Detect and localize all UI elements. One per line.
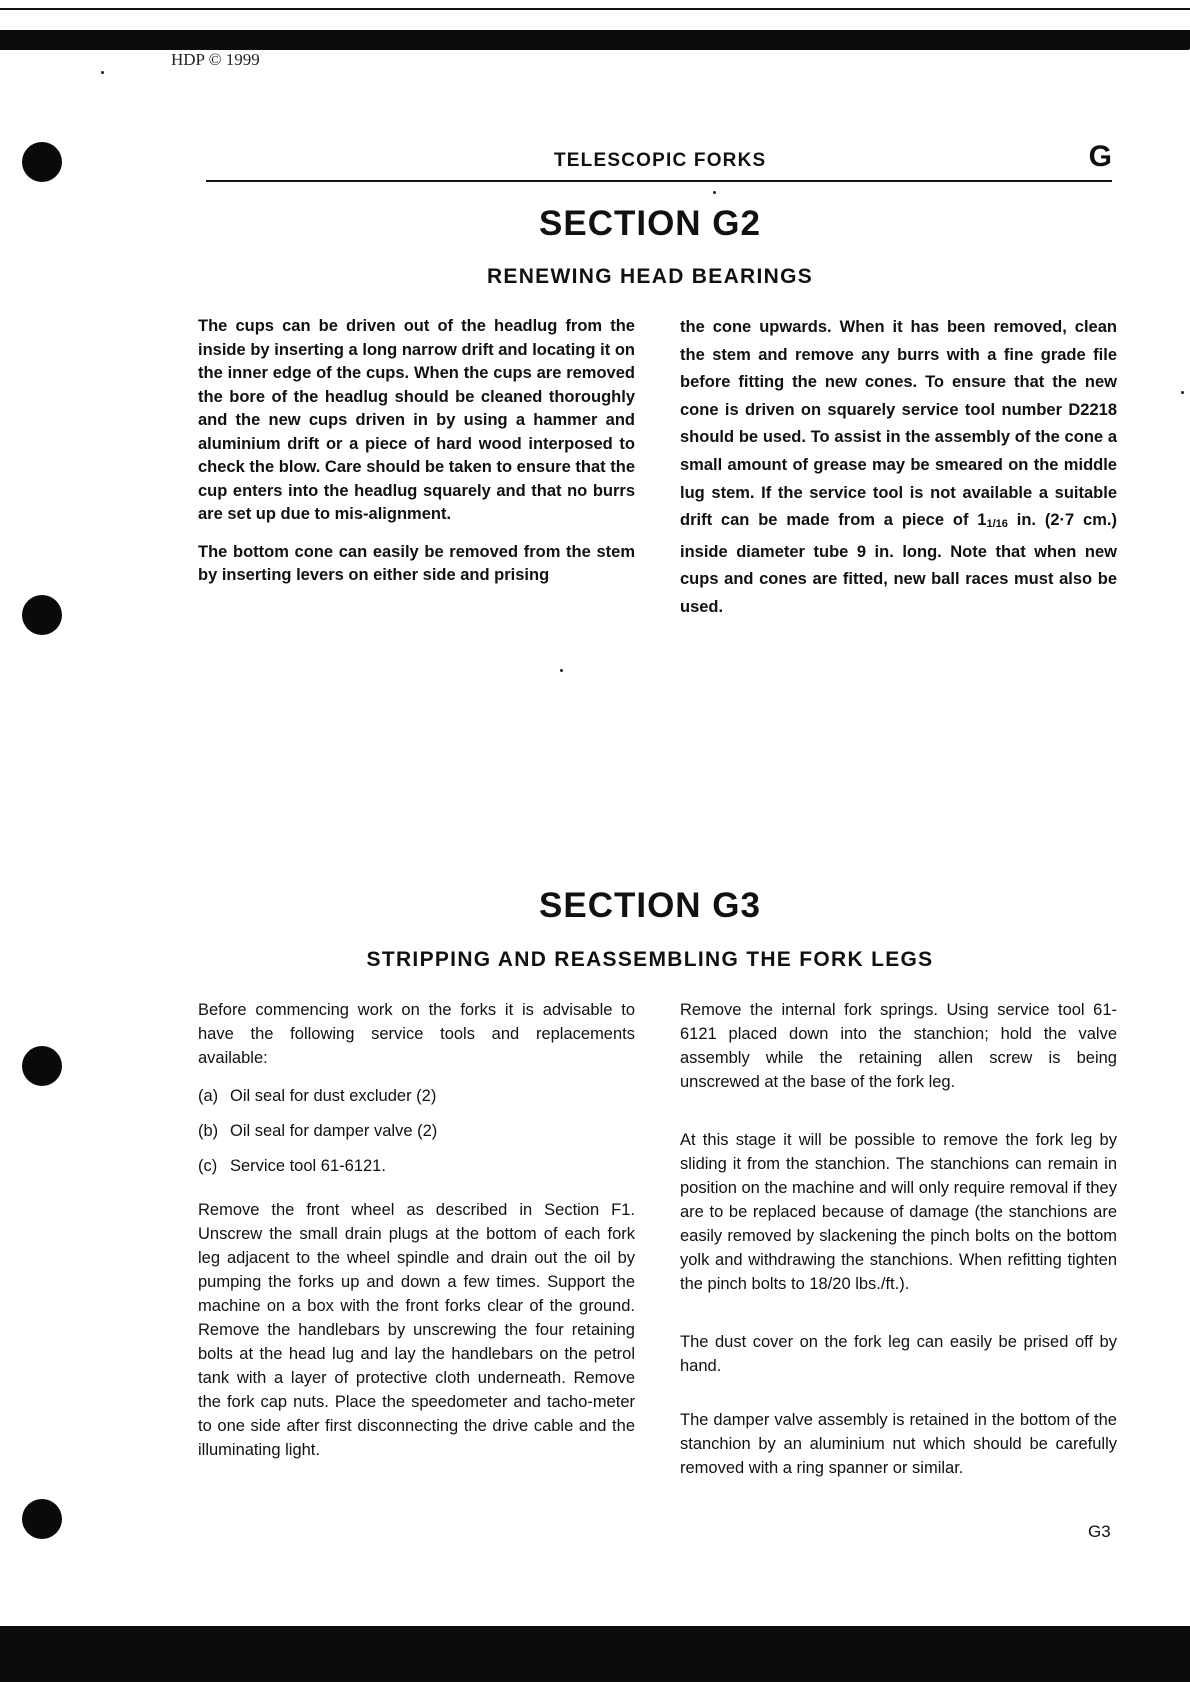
paragraph: The dust cover on the fork leg can easily be prised off by hand. xyxy=(680,1333,1117,1375)
scan-speck xyxy=(713,191,716,194)
list-marker: (a) xyxy=(198,1087,219,1105)
scan-speck xyxy=(1181,391,1184,394)
paragraph: Remove the internal fork springs. Using service tool 61-6121 placed down into the stanchion; hold the valve assembly while the retaining allen screw is being unscrewed at the base of the fork leg. xyxy=(680,1001,1117,1091)
scan-speck xyxy=(101,71,104,74)
paragraph: At this stage it will be possible to remove the fork leg by sliding it from the stanchion. The stanchions can remain in position on the machine and will only require removal if they are to be replaced because of damage (the stanchions are easily removed by slackening the pinch bolts on the bottom yolk and withdrawing the stanchions. When refitting tighten the pinch bolts to 18/20 lbs./ft.). xyxy=(680,1131,1117,1293)
top-border-line xyxy=(0,8,1190,10)
page-number: G3 xyxy=(1088,1522,1111,1541)
list-text: Oil seal for damper valve (2) xyxy=(230,1122,438,1140)
list-text: Service tool 61-6121. xyxy=(230,1157,386,1175)
fraction: 1/16 xyxy=(986,518,1008,531)
bottom-scan-band xyxy=(0,1626,1190,1682)
section-g2-subtitle: RENEWING HEAD BEARINGS xyxy=(486,265,814,288)
paragraph-text: the cone upwards. When it has been removed, clean the stem and remove any burrs with a fine grade file before fitting the new cones. To ensure that the new cone is driven on squarely service tool number D2218 should be used. To assist in the assembly of the cone a small amount of grease may be smeared on the middle lug stem. If the service tool is not available a suitable drift can be made from a piece of 1 xyxy=(680,318,1117,530)
punch-hole-icon xyxy=(22,142,62,182)
paragraph xyxy=(680,314,1117,622)
list-item xyxy=(198,1154,635,1178)
list-text: Oil seal for dust excluder (2) xyxy=(230,1087,437,1105)
top-scan-band xyxy=(0,30,1190,50)
chapter-letter: G xyxy=(1088,140,1112,173)
scan-speck xyxy=(560,669,563,672)
section-g3-right-column xyxy=(680,998,1117,1490)
list-item xyxy=(198,1084,635,1108)
section-g3-subtitle: STRIPPING AND REASSEMBLING THE FORK LEGS xyxy=(366,948,934,971)
paragraph-text: in. (2·7 cm.) inside diameter tube 9 in. long. Note that when new cups and cones are fitted, new ball races must also be used. xyxy=(680,511,1117,616)
paragraph: Before commencing work on the forks it is advisable to have the following service tools and replacements available: xyxy=(198,1001,635,1067)
running-header xyxy=(206,138,1112,182)
paragraph: The bottom cone can easily be removed from the stem by inserting levers on either side and prising xyxy=(198,542,635,584)
section-g3-left-column xyxy=(198,998,635,1472)
section-g3-title: SECTION G3 xyxy=(539,886,761,925)
list-item xyxy=(198,1119,635,1143)
list-marker: (c) xyxy=(198,1157,218,1175)
section-g2-left-column xyxy=(198,315,635,598)
copyright-notice: HDP © 1999 xyxy=(171,50,260,69)
running-title: TELESCOPIC FORKS xyxy=(554,150,767,171)
list-marker: (b) xyxy=(198,1122,219,1140)
paragraph: Remove the front wheel as described in Section F1. Unscrew the small drain plugs at the bottom of each fork leg adjacent to the wheel spindle and drain out the oil by pumping the forks up and down a few times. Support the machine on a box with the front forks clear of the ground. Remove the handlebars by unscrewing the four retaining bolts at the head lug and lay the handlebars on the petrol tank with a layer of protective cloth underneath. Remove the fork cap nuts. Place the speedometer and tacho-meter to one side after first disconnecting the drive cable and the illuminating light. xyxy=(198,1201,635,1459)
punch-hole-icon xyxy=(22,595,62,635)
paragraph: The cups can be driven out of the headlug from the inside by inserting a long narrow drift and locating it on the inner edge of the cups. When the cups are removed the bore of the headlug should be cleaned thoroughly and the new cups driven in by using a hammer and aluminium drift or a piece of hard wood interposed to check the blow. Care should be taken to ensure that the cup enters into the headlug squarely and that no burrs are set up due to mis-alignment. xyxy=(198,317,635,523)
punch-hole-icon xyxy=(22,1046,62,1086)
section-g2-title: SECTION G2 xyxy=(539,204,761,243)
paragraph: The damper valve assembly is retained in the bottom of the stanchion by an aluminium nut which should be carefully removed with a ring spanner or similar. xyxy=(680,1411,1117,1477)
punch-hole-icon xyxy=(22,1499,62,1539)
parts-list xyxy=(198,1084,635,1178)
section-g2-right-column xyxy=(680,314,1117,632)
